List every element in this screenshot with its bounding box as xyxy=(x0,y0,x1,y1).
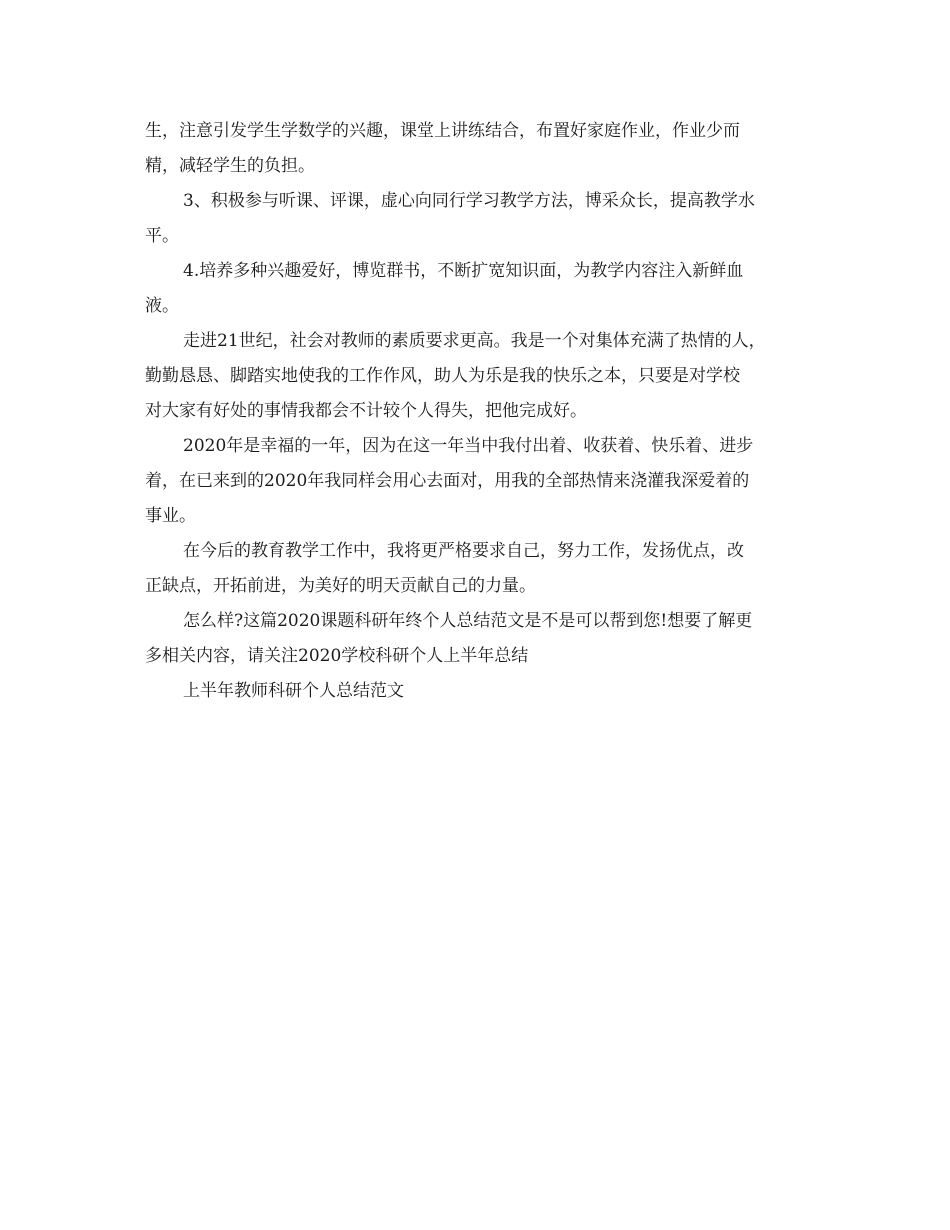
document-body xyxy=(145,117,810,706)
paragraph-line: 怎么样?这篇2020课题科研年终个人总结范文是不是可以帮到您!想要了解更 xyxy=(183,611,753,631)
paragraph-line: 着，在已来到的2020年我同样会用心去面对，用我的全部热情来浇灌我深爱着的 xyxy=(145,471,750,491)
paragraph-line: 4.培养多种兴趣爱好，博览群书，不断扩宽知识面，为教学内容注入新鲜血 xyxy=(183,261,744,281)
paragraph-line: 对大家有好处的事情我都会不计较个人得失，把他完成好。 xyxy=(145,401,587,421)
paragraph-line: 上半年教师科研个人总结范文 xyxy=(183,681,404,701)
paragraph-line: 生，注意引发学生学数学的兴趣，课堂上讲练结合，布置好家庭作业，作业少而 xyxy=(145,121,740,141)
paragraph-line: 精，减轻学生的负担。 xyxy=(145,156,315,176)
paragraph-line: 在今后的教育教学工作中，我将更严格要求自己，努力工作，发扬优点，改 xyxy=(183,541,744,561)
paragraph-line: 2020年是幸福的一年，因为在这一年当中我付出着、收获着、快乐着、进步 xyxy=(183,436,754,456)
paragraph-line: 液。 xyxy=(145,296,179,316)
paragraph-line: 勤勤恳恳、脚踏实地使我的工作作风，助人为乐是我的快乐之本，只要是对学校 xyxy=(145,366,740,386)
paragraph-line: 3、积极参与听课、评课，虚心向同行学习教学方法，博采众长，提高教学水 xyxy=(183,191,755,211)
paragraph-line: 事业。 xyxy=(145,506,196,526)
paragraph-line: 平。 xyxy=(145,226,179,246)
paragraph-line: 走进21世纪，社会对教师的素质要求更高。我是一个对集体充满了热情的人， xyxy=(183,331,766,351)
paragraph-line: 多相关内容，请关注2020学校科研个人上半年总结 xyxy=(145,646,529,666)
paragraph-line: 正缺点，开拓前进，为美好的明天贡献自己的力量。 xyxy=(145,576,536,596)
